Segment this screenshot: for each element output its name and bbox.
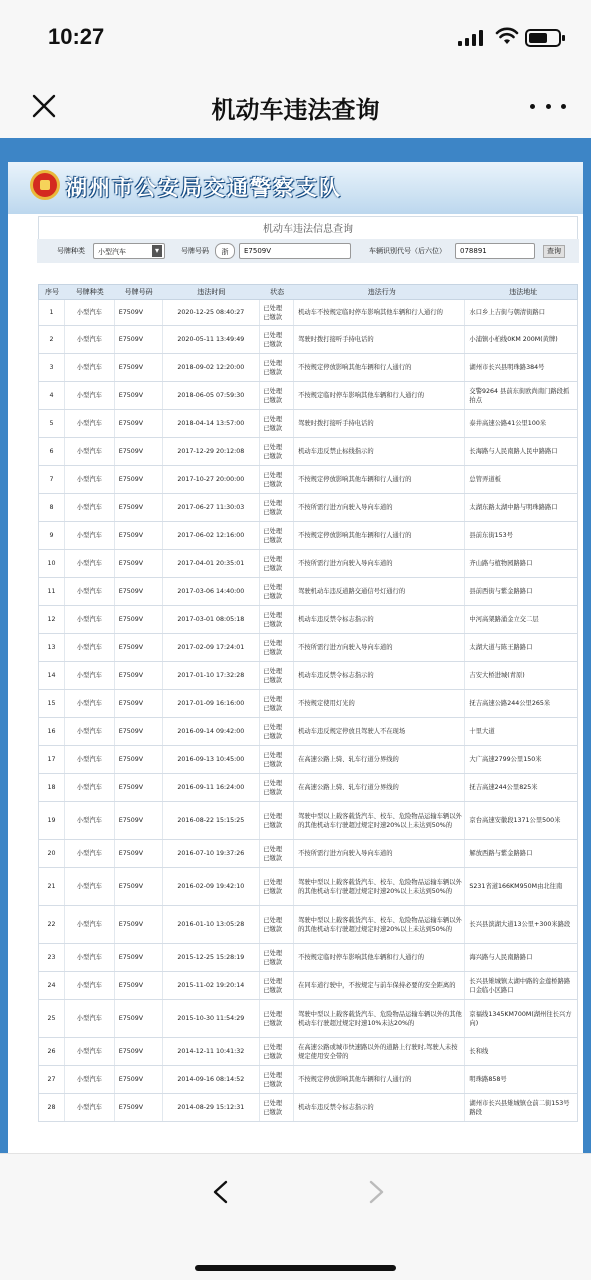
cell-index: 4 — [39, 382, 65, 409]
cell-status: 已处理 已缴款 — [260, 746, 294, 773]
bureau-title: 湖州市公安局交通警察支队 — [66, 176, 342, 200]
cell-time: 2016-09-11 16:24:00 — [163, 774, 261, 801]
cell-plate-type: 小型汽车 — [65, 326, 115, 353]
cell-time: 2017-03-01 08:05:18 — [163, 606, 261, 633]
cell-status: 已处理 已缴款 — [260, 972, 294, 999]
cell-behavior: 机动车不按规定临时停车影响其他车辆和行人通行的 — [294, 300, 465, 325]
cell-time: 2017-01-10 17:32:28 — [163, 662, 261, 689]
cell-time: 2016-08-22 15:15:25 — [163, 802, 261, 839]
cell-address: 小浦镇小柏线0KM 200M(黄牌) — [469, 336, 558, 343]
vin-input[interactable]: 078891 — [455, 243, 535, 259]
cell-status: 已处理 已缴款 — [260, 300, 294, 325]
cell-index: 6 — [39, 438, 65, 465]
cell-plate-number: E7509V — [115, 1066, 163, 1093]
cell-status: 已处理 已缴款 — [260, 1094, 294, 1121]
cell-time: 2017-10-27 20:00:00 — [163, 466, 261, 493]
cell-plate-type: 小型汽车 — [65, 1066, 115, 1093]
cell-address: 总管弄道板 — [469, 476, 501, 483]
table-row — [38, 326, 578, 354]
cell-time: 2017-03-06 14:40:00 — [163, 578, 261, 605]
wifi-icon — [495, 26, 519, 46]
cell-plate-number: E7509V — [115, 718, 163, 745]
cell-plate-type: 小型汽车 — [65, 522, 115, 549]
cell-index: 24 — [39, 972, 65, 999]
cell-status: 已处理 已缴款 — [260, 840, 294, 867]
cell-address: 长海路与人民南路人民中路路口 — [469, 448, 558, 455]
plate-number-label: 号牌号码 — [181, 247, 209, 255]
header-status: 状态 — [270, 288, 285, 296]
cell-plate-type: 小型汽车 — [65, 300, 115, 325]
cell-index: 14 — [39, 662, 65, 689]
site-banner — [8, 162, 583, 214]
cell-time: 2014-08-29 15:12:31 — [163, 1094, 261, 1121]
cell-address: 抚吉高速公路244公里265米 — [469, 700, 551, 707]
cell-plate-number: E7509V — [115, 840, 163, 867]
cell-plate-type: 小型汽车 — [65, 690, 115, 717]
header-behavior: 违法行为 — [367, 288, 396, 296]
cell-plate-number: E7509V — [115, 774, 163, 801]
cell-index: 25 — [39, 1000, 65, 1037]
query-form — [38, 216, 578, 262]
cell-behavior: 在高速公路或城市快速路以外的道路上行驶时,驾驶人未按规定使用安全带的 — [294, 1038, 465, 1065]
cell-behavior: 不按规定停放影响其他车辆和行人通行的 — [294, 1066, 465, 1093]
cell-plate-type: 小型汽车 — [65, 718, 115, 745]
table-row — [38, 1038, 578, 1066]
table-row — [38, 746, 578, 774]
cell-address: 县前西街与紫金路路口 — [469, 588, 533, 595]
cell-index: 13 — [39, 634, 65, 661]
cell-time: 2020-05-11 13:49:49 — [163, 326, 261, 353]
table-row — [38, 802, 578, 840]
cell-index: 10 — [39, 550, 65, 577]
cell-address: 交警9264 县前东街欧尚南门路段抓拍点 — [469, 387, 570, 404]
table-row — [38, 718, 578, 746]
cell-status: 已处理 已缴款 — [260, 868, 294, 905]
table-row — [38, 906, 578, 944]
table-body — [38, 300, 578, 1122]
cell-index: 21 — [39, 868, 65, 905]
cell-plate-number: E7509V — [115, 382, 163, 409]
table-header — [38, 284, 578, 300]
table-row — [38, 550, 578, 578]
cell-status: 已处理 已缴款 — [260, 410, 294, 437]
cell-behavior: 机动车违反规定停放且驾驶人不在现场 — [294, 718, 465, 745]
cell-status: 已处理 已缴款 — [260, 774, 294, 801]
cell-time: 2017-02-09 17:24:01 — [163, 634, 261, 661]
cell-plate-number: E7509V — [115, 550, 163, 577]
cell-behavior: 不按规定使用灯光的 — [294, 690, 465, 717]
cell-plate-type: 小型汽车 — [65, 840, 115, 867]
cell-plate-type: 小型汽车 — [65, 634, 115, 661]
cell-plate-number: E7509V — [115, 522, 163, 549]
cell-index: 17 — [39, 746, 65, 773]
table-row — [38, 972, 578, 1000]
cell-index: 20 — [39, 840, 65, 867]
cell-time: 2016-02-09 19:42:10 — [163, 868, 261, 905]
table-row — [38, 494, 578, 522]
cell-behavior: 驾驶中型以上载客载货汽车、校车、危险物品运输车辆以外的其他机动车行驶超过规定时速20%以上未达到50%的 — [294, 802, 465, 839]
cell-behavior: 不按规定停放影响其他车辆和行人通行的 — [294, 354, 465, 381]
cell-address: S231省道166KM950M由北往南 — [469, 883, 563, 890]
cell-address: 明珠路858号 — [469, 1076, 507, 1083]
cell-plate-number: E7509V — [115, 972, 163, 999]
cell-address: 水口乡上吉街与朝清街路口 — [469, 309, 545, 316]
cell-plate-type: 小型汽车 — [65, 354, 115, 381]
cell-address: 解放西路与紫金路路口 — [469, 850, 533, 857]
home-indicator — [195, 1265, 396, 1271]
table-row — [38, 690, 578, 718]
cell-plate-type: 小型汽车 — [65, 868, 115, 905]
cell-address: 长兴县滨湖大道13公里+300米路段 — [469, 921, 571, 928]
table-row — [38, 1094, 578, 1122]
cell-plate-type: 小型汽车 — [65, 662, 115, 689]
cell-behavior: 驾驶中型以上载客载货汽车、校车、危险物品运输车辆以外的其他机动车行驶超过规定时速20%以上未达到50%的 — [294, 868, 465, 905]
cell-status: 已处理 已缴款 — [260, 718, 294, 745]
cell-time: 2017-06-27 11:30:03 — [163, 494, 261, 521]
cell-index: 18 — [39, 774, 65, 801]
page-title: 机动车违法查询 — [211, 97, 380, 124]
cell-time: 2015-11-02 19:20:14 — [163, 972, 261, 999]
cell-behavior: 在高速公路上骑、轧车行道分界线的 — [294, 746, 465, 773]
plate-number-input[interactable]: E7509V — [239, 243, 351, 259]
cell-status: 已处理 已缴款 — [260, 494, 294, 521]
cell-address: 泰井高速公路41公里100米 — [469, 420, 547, 427]
cell-index: 28 — [39, 1094, 65, 1121]
cell-behavior: 机动车违反禁令标志指示的 — [294, 662, 465, 689]
cell-time: 2018-09-02 12:20:00 — [163, 354, 261, 381]
cell-plate-type: 小型汽车 — [65, 802, 115, 839]
cell-status: 已处理 已缴款 — [260, 326, 294, 353]
bottom-toolbar — [0, 1153, 591, 1280]
cell-behavior: 不按规定临时停车影响其他车辆和行人通行的 — [294, 382, 465, 409]
cell-address: 海兴路与人民南路路口 — [469, 954, 533, 961]
more-icon[interactable] — [530, 100, 566, 112]
cell-index: 8 — [39, 494, 65, 521]
cell-plate-number: E7509V — [115, 300, 163, 325]
cell-index: 7 — [39, 466, 65, 493]
cell-index: 26 — [39, 1038, 65, 1065]
cell-plate-number: E7509V — [115, 906, 163, 943]
cell-plate-number: E7509V — [115, 802, 163, 839]
web-content[interactable] — [0, 138, 591, 1153]
cell-status: 已处理 已缴款 — [260, 662, 294, 689]
cell-address: 太湖东路太湖中路与明珠路路口 — [469, 504, 558, 511]
cell-behavior: 不按所需行进方向驶入导向车道的 — [294, 840, 465, 867]
cell-status: 已处理 已缴款 — [260, 944, 294, 971]
cell-plate-number: E7509V — [115, 466, 163, 493]
cell-address: 京台高速安徽段1371公里500米 — [469, 817, 561, 824]
cell-address: 湖州市长兴县明珠路384号 — [469, 364, 545, 371]
cell-behavior: 不按规定停放影响其他车辆和行人通行的 — [294, 522, 465, 549]
cell-index: 22 — [39, 906, 65, 943]
cell-address: 齐山路与植物园路路口 — [469, 560, 533, 567]
cell-plate-number: E7509V — [115, 1094, 163, 1121]
form-title: 机动车违法信息查询 — [263, 224, 353, 235]
cell-index: 11 — [39, 578, 65, 605]
cell-behavior: 机动车违反禁令标志指示的 — [294, 606, 465, 633]
cell-index: 23 — [39, 944, 65, 971]
cell-time: 2016-09-14 09:42:00 — [163, 718, 261, 745]
cell-time: 2014-09-16 08:14:52 — [163, 1066, 261, 1093]
cell-plate-type: 小型汽车 — [65, 466, 115, 493]
cell-behavior: 驾驶机动车违反道路交通信号灯通行的 — [294, 578, 465, 605]
cell-plate-number: E7509V — [115, 1000, 163, 1037]
cell-plate-number: E7509V — [115, 868, 163, 905]
cell-status: 已处理 已缴款 — [260, 382, 294, 409]
cell-address: 太湖大道与陈王路路口 — [469, 644, 533, 651]
cell-plate-number: E7509V — [115, 662, 163, 689]
cell-behavior: 机动车违反禁止标线指示的 — [294, 438, 465, 465]
nav-bar — [0, 76, 591, 138]
cell-time: 2016-01-10 13:05:28 — [163, 906, 261, 943]
cell-plate-number: E7509V — [115, 494, 163, 521]
cell-time: 2018-06-05 07:59:30 — [163, 382, 261, 409]
chevron-right-icon[interactable] — [363, 1180, 387, 1204]
table-row — [38, 578, 578, 606]
table-row — [38, 382, 578, 410]
chevron-left-icon[interactable] — [210, 1180, 234, 1204]
table-row — [38, 522, 578, 550]
cell-address: 长和线 — [469, 1048, 489, 1055]
cell-index: 5 — [39, 410, 65, 437]
cell-address: 长兴县雉城镇太湖中路的金莲桥路路口金临小区路口 — [469, 977, 571, 994]
cell-plate-type: 小型汽车 — [65, 906, 115, 943]
cell-address: 吉安大桥进城(青原) — [469, 672, 525, 679]
cell-status: 已处理 已缴款 — [260, 802, 294, 839]
header-time: 违法时间 — [197, 288, 226, 296]
cell-behavior: 驾驶中型以上载客载货汽车、危险物品运输车辆以外的其他机动车行驶超过规定时速10%未达20%的 — [294, 1000, 465, 1037]
cell-status: 已处理 已缴款 — [260, 906, 294, 943]
header-plate-number: 号牌号码 — [124, 288, 153, 296]
cell-plate-number: E7509V — [115, 438, 163, 465]
cell-index: 27 — [39, 1066, 65, 1093]
table-row — [38, 300, 578, 326]
cell-index: 3 — [39, 354, 65, 381]
header-index: 序号 — [44, 288, 59, 296]
cell-address: 大广高速2799公里150米 — [469, 756, 542, 763]
signal-icon — [458, 30, 486, 46]
table-row — [38, 438, 578, 466]
cell-behavior: 不按所需行进方向驶入导向车道的 — [294, 634, 465, 661]
status-bar — [0, 0, 591, 76]
vin-label: 车辆识别代号（后六位） — [369, 247, 446, 255]
page-frame — [8, 162, 583, 1153]
cell-behavior: 驾驶时拨打接听手持电话的 — [294, 410, 465, 437]
cell-index: 1 — [39, 300, 65, 325]
cell-status: 已处理 已缴款 — [260, 550, 294, 577]
cell-behavior: 驾驶中型以上载客载货汽车、校车、危险物品运输车辆以外的其他机动车行驶超过规定时速20%以上未达到50%的 — [294, 906, 465, 943]
cell-address: 中河高架路涌金立交二层 — [469, 616, 539, 623]
cell-plate-type: 小型汽车 — [65, 438, 115, 465]
cell-status: 已处理 已缴款 — [260, 606, 294, 633]
cell-time: 2017-06-02 12:16:00 — [163, 522, 261, 549]
cell-time: 2018-04-14 13:57:00 — [163, 410, 261, 437]
cell-behavior: 不按规定停放影响其他车辆和行人通行的 — [294, 466, 465, 493]
table-row — [38, 354, 578, 382]
table-row — [38, 606, 578, 634]
table-row — [38, 1066, 578, 1094]
cell-plate-number: E7509V — [115, 354, 163, 381]
plate-type-label: 号牌种类 — [57, 247, 85, 255]
table-row — [38, 944, 578, 972]
cell-status: 已处理 已缴款 — [260, 634, 294, 661]
cell-plate-number: E7509V — [115, 578, 163, 605]
cell-status: 已处理 已缴款 — [260, 354, 294, 381]
cell-plate-type: 小型汽车 — [65, 746, 115, 773]
header-address: 违法地址 — [509, 288, 538, 296]
cell-plate-number: E7509V — [115, 944, 163, 971]
plate-type-select[interactable]: 小型汽车 ▾ — [93, 243, 165, 259]
table-row — [38, 466, 578, 494]
cell-plate-type: 小型汽车 — [65, 774, 115, 801]
cell-plate-number: E7509V — [115, 410, 163, 437]
cell-status: 已处理 已缴款 — [260, 466, 294, 493]
cell-plate-type: 小型汽车 — [65, 1000, 115, 1037]
cell-time: 2017-01-09 16:16:00 — [163, 690, 261, 717]
cell-address: 京福线1345KM700M(湖州往长兴方向) — [469, 1010, 572, 1027]
table-row — [38, 868, 578, 906]
cell-address: 湖州市长兴县雉城镇仓前二街153号路段 — [469, 1099, 570, 1116]
police-emblem-icon — [30, 170, 60, 200]
cell-plate-number: E7509V — [115, 606, 163, 633]
table-row — [38, 662, 578, 690]
cell-time: 2014-12-11 10:41:32 — [163, 1038, 261, 1065]
cell-time: 2017-12-29 20:12:08 — [163, 438, 261, 465]
cell-behavior: 在高速公路上骑、轧车行道分界线的 — [294, 774, 465, 801]
cell-behavior: 在同车道行驶中，不按规定与前车保持必要的安全距离的 — [294, 972, 465, 999]
cell-status: 已处理 已缴款 — [260, 1000, 294, 1037]
cell-behavior: 不按规定临时停车影响其他车辆和行人通行的 — [294, 944, 465, 971]
cell-plate-type: 小型汽车 — [65, 550, 115, 577]
cell-behavior: 不按所需行进方向驶入导向车道的 — [294, 494, 465, 521]
query-button[interactable]: 查询 — [543, 245, 565, 258]
cell-plate-type: 小型汽车 — [65, 382, 115, 409]
table-row — [38, 634, 578, 662]
cell-index: 19 — [39, 802, 65, 839]
cell-index: 16 — [39, 718, 65, 745]
cell-plate-number: E7509V — [115, 1038, 163, 1065]
cell-status: 已处理 已缴款 — [260, 1038, 294, 1065]
cell-plate-type: 小型汽车 — [65, 410, 115, 437]
cell-index: 2 — [39, 326, 65, 353]
cell-index: 12 — [39, 606, 65, 633]
cell-status: 已处理 已缴款 — [260, 578, 294, 605]
cell-status: 已处理 已缴款 — [260, 690, 294, 717]
cell-plate-type: 小型汽车 — [65, 972, 115, 999]
cell-address: 抚吉高速244公里825米 — [469, 784, 538, 791]
cell-plate-type: 小型汽车 — [65, 1038, 115, 1065]
status-time: 10:27 — [48, 24, 105, 49]
cell-plate-number: E7509V — [115, 690, 163, 717]
cell-plate-type: 小型汽车 — [65, 578, 115, 605]
cell-plate-type: 小型汽车 — [65, 944, 115, 971]
header-plate-type: 号牌种类 — [75, 288, 104, 296]
cell-address: 十里大道 — [469, 728, 495, 735]
cell-plate-type: 小型汽车 — [65, 494, 115, 521]
cell-behavior: 驾驶时拨打接听手持电话的 — [294, 326, 465, 353]
cell-behavior: 不按所需行进方向驶入导向车道的 — [294, 550, 465, 577]
cell-plate-number: E7509V — [115, 326, 163, 353]
cell-behavior: 机动车违反禁令标志指示的 — [294, 1094, 465, 1121]
cell-time: 2020-12-25 08:40:27 — [163, 300, 261, 325]
cell-plate-type: 小型汽车 — [65, 606, 115, 633]
battery-icon — [525, 29, 561, 47]
table-row — [38, 1000, 578, 1038]
cell-plate-type: 小型汽车 — [65, 1094, 115, 1121]
table-row — [38, 840, 578, 868]
cell-index: 9 — [39, 522, 65, 549]
cell-status: 已处理 已缴款 — [260, 1066, 294, 1093]
cell-status: 已处理 已缴款 — [260, 522, 294, 549]
cell-time: 2015-12-25 15:28:19 — [163, 944, 261, 971]
plate-prefix-select[interactable]: 浙 — [215, 243, 235, 259]
cell-time: 2015-10-30 11:54:29 — [163, 1000, 261, 1037]
cell-plate-number: E7509V — [115, 634, 163, 661]
cell-time: 2016-09-13 10:45:00 — [163, 746, 261, 773]
cell-address: 县前东街153号 — [469, 532, 513, 539]
cell-time: 2017-04-01 20:35:01 — [163, 550, 261, 577]
table-row — [38, 774, 578, 802]
form-row — [37, 239, 579, 263]
cell-plate-number: E7509V — [115, 746, 163, 773]
cell-index: 15 — [39, 690, 65, 717]
cell-time: 2016-07-10 19:37:26 — [163, 840, 261, 867]
violations-table — [38, 284, 578, 1122]
table-row — [38, 410, 578, 438]
cell-status: 已处理 已缴款 — [260, 438, 294, 465]
